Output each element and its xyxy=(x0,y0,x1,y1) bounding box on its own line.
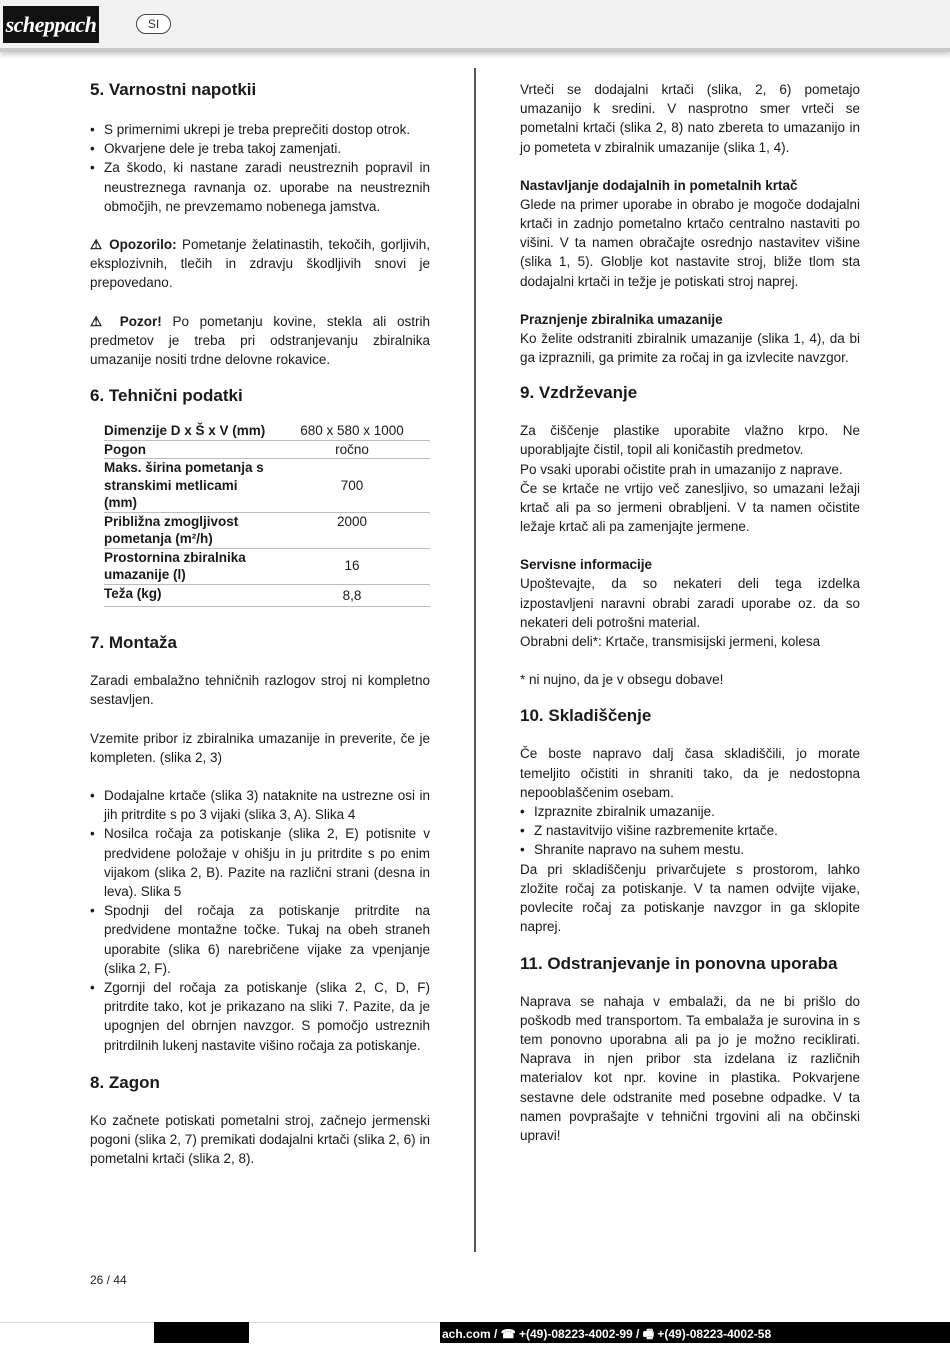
warning-text: Pometanje želatinastih, tekočih, gorljivih, eksplozivnih, tlečih in zdravju škodljivih snovi je prepovedano. xyxy=(90,237,430,291)
language-badge: SI xyxy=(136,14,171,34)
footer-block xyxy=(249,1322,440,1344)
spec-value: 680 x 580 x 1000 xyxy=(274,422,430,440)
warning-icon: ⚠ xyxy=(90,313,110,329)
list-item: • Okvarjene dele je treba takoj zamenjati. xyxy=(90,139,430,158)
paragraph: Zaradi embalažno tehničnih razlogov stroj ni kompletno sestavljen. xyxy=(90,673,430,708)
paragraph: Če se krtače ne vrtijo več zanesljivo, so umazani ležaji krtač ali pa so jermeni obrabljeni. V ta namen očistite ležaje krtač ali pa zamenjajte jermene. xyxy=(520,480,860,535)
list-item: • S primernimi ukrepi je treba preprečiti dostop otrok. xyxy=(90,120,430,139)
right-column xyxy=(520,80,860,1145)
tech-data-table xyxy=(104,422,430,607)
spec-label: Prostornina zbiralnika umazanije (l) xyxy=(104,548,274,584)
warning-label: Opozorilo: xyxy=(109,237,177,253)
paragraph: Naprava se nahaja v embalaži, da ne bi prišlo do poškodb med transportom. Ta embalaža je surovina in s tem ponovno uporabna ali pa jo je možno reciklirati. Naprava in njen pribor sta izdelana iz različnih materialov kot npr. kovine in plastika. Pokvarjene sestavne dele odstranite med posebne odpadke. V ta namen povprašajte v tehnični trgovini ali na občinski upravi! xyxy=(520,993,860,1143)
warning-paragraph xyxy=(90,235,430,293)
paragraph: Po vsaki uporabi očistite prah in umazanijo z naprave. xyxy=(520,461,843,477)
list-item: • Za škodo, ki nastane zaradi neustreznih popravil in neustreznega ravnanja oz. uporabe na neustreznih območjih, ne prevzemamo nobenega jamstva. xyxy=(90,158,430,216)
list-item: • Spodnji del ročaja za potiskanje pritrdite na predvidene montažne točke. Tukaj na obeh straneh uporabite (slika 6) narebričene vijake za vpenjanje (slika 2, F). xyxy=(90,901,430,978)
spec-value: ročno xyxy=(274,440,430,459)
spec-label: Dimenzije D x Š x V (mm) xyxy=(104,422,274,440)
warning-icon: ⚠ xyxy=(90,237,104,253)
scheppach-logo: scheppach xyxy=(3,6,99,43)
safety-list xyxy=(90,120,430,216)
paragraph: Upoštevajte, da so nekateri deli tega izdelka izpostavljeni naravni obrabi zaradi uporabe oz. da so nekateri deli potrošni material. xyxy=(520,576,860,630)
list-item: • Izpraznite zbiralnik umazanije. xyxy=(520,802,860,821)
footer-contact: ach.com / ☎ +(49)-08223-4002-99 / 🖷 +(49)-08223-4002-58 xyxy=(442,1327,772,1341)
left-column xyxy=(90,78,430,1169)
table-row xyxy=(104,440,430,459)
section-7-title: 7. Montaža xyxy=(90,633,177,653)
storage-list xyxy=(520,802,860,860)
paragraph: Ko začnete potiskati pometalni stroj, začnejo jermenski pogoni (slika 2, 7) premikati dodajalni krtači (slika 2, 6) in pometalni krtači (slika 2, 8). xyxy=(90,1112,430,1167)
table-row xyxy=(104,584,430,607)
spec-label: Približna zmogljivost pometanja (m²/h) xyxy=(104,512,274,548)
caution-label: Pozor! xyxy=(119,313,162,329)
page-header xyxy=(0,0,950,52)
list-item: • Z nastavitvijo višine razbremenite krtače. xyxy=(520,821,860,840)
section-10-title: 10. Skladiščenje xyxy=(520,706,652,726)
list-item: • Nosilca ročaja za potiskanje (slika 2, E) potisnite v predvidene položaje v ohišju in ju pritrdite s po enim vijakom (slika 2, B). Pazite na različni strani (desna in leva). Slika 5 xyxy=(90,824,430,901)
section-9-title: 9. Vzdrževanje xyxy=(520,383,638,403)
paragraph: Za čiščenje plastike uporabite vlažno krpo. Ne uporabljajte čistil, topil ali koničastih predmetov. xyxy=(520,423,860,458)
list-item: • Dodajalne krtače (slika 3) nataknite na ustrezne osi in jih pritrdite s po 3 vijaki (slika 3, A). Slika 4 xyxy=(90,786,430,824)
section-11-title: 11. Odstranjevanje in ponovna uporaba xyxy=(520,953,838,973)
spec-label: Teža (kg) xyxy=(104,584,274,607)
section-8-title: 8. Zagon xyxy=(90,1072,160,1092)
table-row xyxy=(104,548,430,584)
spec-value: 8,8 xyxy=(274,584,430,607)
paragraph: Da pri skladiščenju privarčujete s prostorom, lahko zložite ročaj za potiskanje. V ta namen odvijte vijake, povlecite ročaj za potiskanje navzgor in ga sklopite naprej. xyxy=(520,861,860,935)
paragraph: Ko želite odstraniti zbiralnik umazanije (slika 1, 4), da bi ga izpraznili, ga primite za ročaj in ga izvlecite navzgor. xyxy=(520,330,860,366)
caution-paragraph xyxy=(90,312,430,370)
page-number: 26 / 44 xyxy=(90,1273,127,1287)
paragraph: Obrabni deli*: Krtače, transmisijski jermeni, kolesa xyxy=(520,634,821,650)
list-item: • Shranite napravo na suhem mestu. xyxy=(520,840,860,859)
spec-label: Maks. širina pometanja s stranskimi metlicami (mm) xyxy=(104,459,274,513)
section-5-title: 5. Varnostni napotkii xyxy=(90,80,257,99)
subheading-service: Servisne informacije xyxy=(520,557,653,573)
table-row xyxy=(104,422,430,440)
caution-text: Po pometanju kovine, stekla ali ostrih predmetov je treba pri odstranjevanju zbiralnika umazanije nositi trdne delovne rokavice. xyxy=(90,313,430,368)
subheading-brush-adjust: Nastavljanje dodajalnih in pometalnih krtač xyxy=(520,177,798,193)
table-row xyxy=(104,512,430,548)
spec-value: 16 xyxy=(274,548,430,584)
spec-label: Pogon xyxy=(104,440,274,459)
paragraph: Glede na primer uporabe in obrabo je mogoče dodajalni krtači in zadnjo pometalno krtačo centralno nastaviti po višini. V ta namen obračajte osrednjo nastavitev višine (slika 1, 5). Globlje kot nastavite stroj, bliže tlom sta dodajalni krtači in težje je potiskati stroj naprej. xyxy=(520,196,860,289)
paragraph: * ni nujno, da je v obsegu dobave! xyxy=(520,672,724,688)
subheading-empty-container: Praznjenje zbiralnika umazanije xyxy=(520,311,723,327)
footer-block xyxy=(0,1322,154,1344)
column-divider xyxy=(474,68,476,1252)
spec-value: 700 xyxy=(274,459,430,513)
paragraph: Vrteči se dodajalni krtači (slika, 2, 6) pometajo umazanijo k sredini. V nasprotno smer vrteči se pometalni krtači (slika 2, 8) nato zbereta to umazanijo in jo pometeta v zbiralnik umazanije (slika 1, 4). xyxy=(520,82,860,155)
spec-value: 2000 xyxy=(274,512,430,548)
assembly-list xyxy=(90,786,430,1055)
paragraph: Če boste napravo dalj časa skladiščili, jo morate temeljito očistiti in shraniti tako, da je nedostopna nepooblaščenim osebam. xyxy=(520,746,860,800)
section-6-title: 6. Tehnični podatki xyxy=(90,386,243,406)
list-item: • Zgornji del ročaja za potiskanje (slika 2, C, D, F) pritrdite tako, kot je prikazano na sliki 7. Pazite, da je upognjen del obrnjen navzgor. S pomočjo ustreznih pritrdilnih lukenj nastavite višino ročaja za potiskanje. xyxy=(90,978,430,1055)
table-row xyxy=(104,459,430,513)
paragraph: Vzemite pribor iz zbiralnika umazanije in preverite, če je kompleten. (slika 2, 3) xyxy=(90,730,430,765)
